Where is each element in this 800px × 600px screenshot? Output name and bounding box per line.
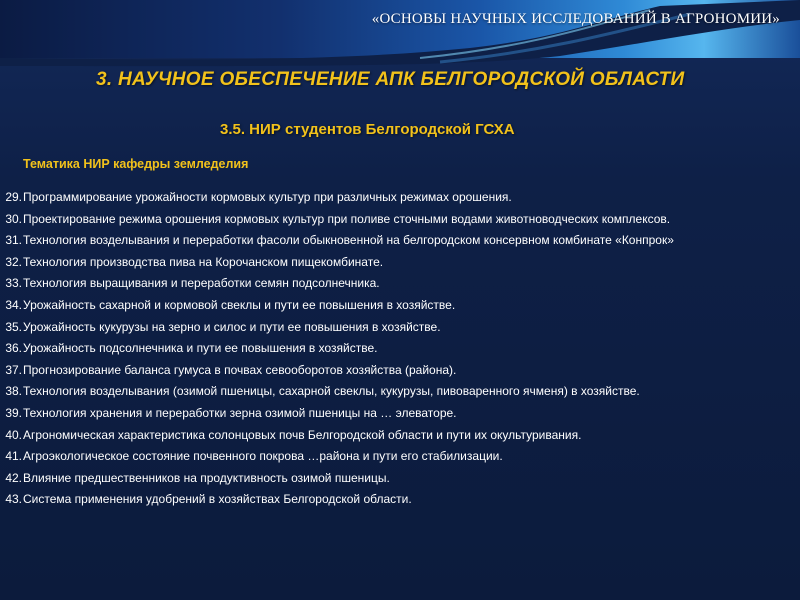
item-number: 36. (5, 341, 22, 356)
list-item (0, 252, 790, 274)
list-item (0, 403, 790, 425)
item-number: 31. (5, 233, 22, 248)
list-item (0, 273, 790, 295)
item-number: 42. (5, 470, 22, 485)
list-item (0, 425, 790, 447)
list-item (0, 489, 790, 511)
item-number: 34. (5, 297, 22, 312)
item-text: Технология возделывания и переработки фасоли обыкновенной на белгородском консервном комбинате «Конпрок» (23, 233, 674, 248)
item-number: 41. (5, 449, 22, 464)
list-item (0, 187, 790, 209)
item-number: 40. (5, 427, 22, 442)
list-item (0, 338, 790, 360)
item-number: 37. (5, 362, 22, 377)
item-number: 43. (5, 492, 22, 507)
item-text: Урожайность кукурузы на зерно и силос и пути ее повышения в хозяйстве. (23, 319, 441, 334)
item-number: 38. (5, 384, 22, 399)
list-item (0, 446, 790, 468)
item-text: Технология выращивания и переработки семян подсолнечника. (23, 276, 380, 291)
list-item (0, 468, 790, 490)
item-number: 39. (5, 405, 22, 420)
item-text: Прогнозирование баланса гумуса в почвах севооборотов хозяйства (района). (23, 362, 457, 377)
item-text: Агрономическая характеристика солонцовых почв Белгородской области и пути их окультуривания. (23, 427, 582, 442)
item-number: 32. (5, 254, 22, 269)
item-text: Урожайность сахарной и кормовой свеклы и пути ее повышения в хозяйстве. (23, 297, 456, 312)
item-text: Урожайность подсолнечника и пути ее повышения в хозяйстве. (23, 341, 378, 356)
item-number: 29. (5, 190, 22, 204)
list-item (0, 209, 790, 231)
page-title: 3. НАУЧНОЕ ОБЕСПЕЧЕНИЕ АПК БЕЛГОРОДСКОЙ ОБЛАСТИ (96, 69, 685, 90)
item-text: Система применения удобрений в хозяйствах Белгородской области. (23, 492, 412, 507)
list-item (0, 230, 790, 252)
list-item (0, 360, 790, 382)
item-text: Программирование урожайности кормовых культур при различных режимах орошения. (23, 190, 512, 204)
item-number: 30. (5, 211, 22, 226)
item-text: Технология производства пива на Корочанском пищекомбинате. (23, 254, 384, 269)
item-text: Влияние предшественников на продуктивность озимой пшеницы. (23, 470, 390, 485)
item-text: Технология хранения и переработки зерна озимой пшеницы на … элеваторе. (23, 405, 457, 420)
item-text: Агроэкологическое состояние почвенного покрова …района и пути его стабилизации. (23, 449, 503, 464)
list-item (0, 381, 790, 403)
item-number: 35. (5, 319, 22, 334)
list-item (0, 295, 790, 317)
item-number: 33. (5, 276, 22, 291)
section-subtitle: 3.5. НИР студентов Белгородской ГСХА (220, 121, 515, 138)
item-text: Технология возделывания (озимой пшеницы, сахарной свеклы, кукурузы, пивоваренного ячменя) в хозяйстве. (23, 384, 640, 399)
list-item (0, 317, 790, 339)
presentation-title: «ОСНОВЫ НАУЧНЫХ ИССЛЕДОВАНИЙ В АГРОНОМИИ» (371, 11, 780, 27)
topic-heading: Тематика НИР кафедры земледелия (23, 157, 249, 171)
topic-list (0, 187, 790, 511)
item-text: Проектирование режима орошения кормовых культур при поливе сточными водами животноводческих комплексов. (23, 211, 671, 226)
